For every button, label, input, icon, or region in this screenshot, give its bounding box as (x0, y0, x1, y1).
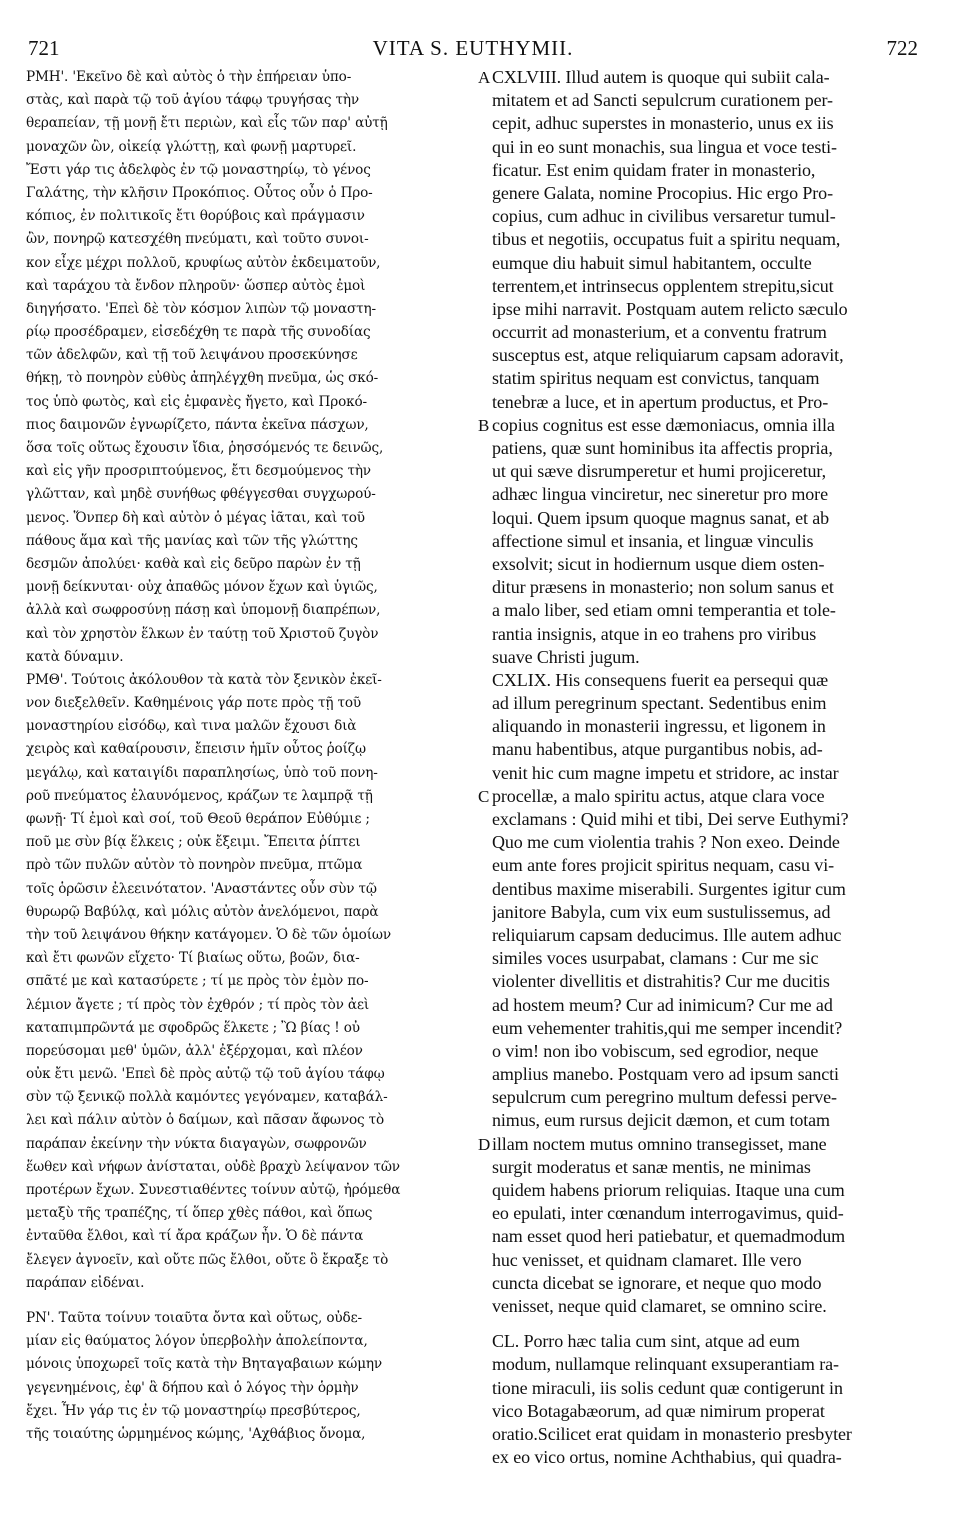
greek-text-line: ἔλεγεν ἀγνοεῖν, καὶ οὔτε πῶς ἔλθοι, οὔτε ὃ ἔκραξε τὸ (26, 1251, 389, 1268)
greek-text-line: θυρωρῷ Βαβύλᾳ, καὶ μόλις αὐτὸν ἀνελόμενοι, παρὰ (26, 903, 379, 920)
greek-text-line: ΡΜΘ'. Τούτοις ἀκόλουθον τὰ κατὰ τὸν ξενικὸν ἐκεῖ- (26, 671, 382, 688)
greek-text-line: μίαν εἰς θαύματος λόγον ὑπερβολὴν ἀπολείποντα, (26, 1333, 368, 1350)
greek-text-line: καταπιμπρῶντά με σφοδρῶς ἕλκετε ; Ὢ βίας ! οὐ (26, 1019, 360, 1036)
greek-text-line: σπᾶτέ με καὶ κατασύρετε ; τί με πρὸς τὸν ἐμὸν πο- (26, 973, 369, 990)
latin-text-line: reliquiarum capsam deducimus. Ille autem adhuc (492, 924, 842, 945)
latin-text-line: qui in eo sunt monachis, sua lingua et voce testi- (492, 136, 837, 157)
greek-text-line: ὢν, πονηρῷ κατεσχέθη πνεύματι, καὶ τοῦτο συνοι- (26, 231, 369, 248)
greek-text-line: μονῇ δείκνυται· οὐχ ἀπαθῶς μόνον ἔχων καὶ ὑγιῶς, (26, 579, 378, 596)
latin-text-line: mitatem et ad Sancti sepulcrum curationem per- (492, 90, 833, 111)
greek-text-line: διηγήσατο. 'Επεὶ δὲ τὸν κόσμον λιπὼν τῷ μοναστη- (26, 300, 376, 317)
latin-text-line: similes voces usurpabat, clamans : Cur me sic (492, 948, 819, 969)
greek-text-line: τῆς τοιαύτης ὡρμημένος κώμης, 'Αχθάβιος ὄνομα, (26, 1425, 366, 1442)
latin-text-line: tione miraculi, iis solis cedunt quæ contigerunt in (492, 1377, 843, 1398)
greek-text-line: ὅσα τοῖς οὕτως ἔχουσιν ἴδια, ῥησσόμενός τε δεινῶς, (26, 440, 384, 456)
latin-text-line: patiens, quæ sunt hominibus ita affectis propria, (492, 438, 833, 458)
margin-letter: A (478, 68, 491, 87)
latin-text-line: CXLIX. His consequens fuerit ea persequi quæ (492, 669, 829, 690)
greek-text-line: ροῦ πνεύματος ἐλαυνόμενος, κράζων τε λαμπρᾷ τῇ (26, 787, 373, 804)
margin-letter: C (478, 787, 490, 807)
greek-text-line: γεγενημένοις, ἐφ' ἃ δήπου καὶ ὁ λόγος τὴν ὁρμὴν (26, 1379, 359, 1396)
margin-letter: D (478, 1135, 491, 1155)
latin-text-line: ficatur. Est enim quidam frater in monasterio, (492, 159, 816, 180)
greek-text-line: προτέρων ἔχων. Συνεστιαθέντες τοίνυν αὐτῷ, ἠρόμεθα (26, 1182, 401, 1198)
greek-text-line: ρίῳ προσέδραμεν, εἰσεδέχθη τε παρὰ τῆς συνοδίας (26, 324, 371, 341)
latin-text-line: exclamans : Quid mihi et tibi, Dei serve Euthymi? (492, 809, 849, 829)
latin-text-line: venisset, neque quid clamaret, se omnino scire. (492, 1295, 827, 1316)
latin-text-line: eumque diu habuit simul habitantem, occulte (492, 252, 812, 273)
greek-text-line: θήκῃ, τὸ πονηρὸν εὐθὺς ἀπηλέγχθη πνεῦμα, ὡς σκό- (26, 370, 379, 387)
latin-text-line: genere Galata, nomine Procopius. Hic ergo Pro- (492, 182, 833, 203)
latin-text-line: susceptus est, atque reliquiarum capsam adoravit, (492, 345, 844, 366)
greek-text-line: τος ὑπὸ φωτὸς, καὶ εἰς ἐμφανὲς ἤγετο, καὶ Προκό- (26, 393, 367, 410)
margin-letter: B (478, 416, 490, 435)
greek-text-line: τὴν τοῦ λειψάνου θήκην κατάγομεν. Ὁ δὲ τῶν ὁμοίων (26, 926, 391, 943)
greek-text-line: μοναχῶν ὢν, οἰκείᾳ γλώττῃ, καὶ φωνῇ μαρτυρεῖ. (26, 138, 357, 155)
greek-text-line: σὺν τῷ ξενικῷ πολλὰ καμόντες γεγόναμεν, καταβάλ- (26, 1089, 388, 1106)
latin-text-line: janitore Babyla, cum vix eum sustulissemus, ad (492, 901, 831, 922)
latin-text-line: copius, cum adhuc in civilibus versaretur tumul- (492, 206, 836, 227)
greek-text-line: τοῖς ὁρῶσιν ἐλεεινότατον. 'Αναστάντες οὖν σὺν τῷ (26, 880, 377, 897)
greek-text-line: πορεύσομαι μεθ' ὑμῶν, ἀλλ' ἐξέρχομαι, καὶ πλέον (26, 1042, 363, 1059)
latin-text-line: cuncta dicebat se ignorare, et neque quo modo (492, 1272, 822, 1293)
greek-text-line: καὶ τὸν χρηστὸν ἕλκων ἐν ταύτῃ τοῦ Χριστοῦ ζυγὸν (26, 625, 379, 642)
greek-text-line: ΡΝ'. Ταῦτα τοίνυν τοιαῦτα ὄντα καὶ οὕτως, οὐδε- (26, 1309, 362, 1326)
latin-text-line: statim spiritus nequam est convictus, tanquam (492, 368, 820, 389)
latin-text-line: vico Botagabæorum, ad quæ nimirum properat (492, 1400, 825, 1421)
greek-text-line: χειρὸς καὶ καθαίρουσιν, ἔπεισιν ἡμῖν οὗτος ῥοίζῳ (26, 741, 366, 758)
running-title: VITA S. EUTHYMII. (372, 36, 574, 60)
greek-text-line: μεταξὺ τῆς τραπέζης, τί ὅπερ χθὲς πάθοι, καὶ ὅπως (26, 1205, 373, 1222)
greek-text-line: κον εἶχε μέχρι πολλοῦ, κρυφίως αὐτὸν ἐκδειματοῦν, (26, 254, 381, 271)
greek-text-line: καὶ εἰς γῆν προσριπτούμενος, ἔτι δεσμούμενος τὴν (26, 463, 371, 480)
greek-text-column (26, 66, 478, 1446)
latin-text-line: modum, nullamque relinquant exsuperantiam ra- (492, 1354, 839, 1375)
latin-text-line: violenter divellitis et distrahitis? Cur me ducitis (492, 971, 830, 992)
latin-text-line: illam noctem mutus omnino transegisset, mane (492, 1133, 827, 1154)
latin-text-line: affectione simul et insania, et linguæ vinculis (492, 530, 814, 551)
latin-text-line: cepit, adhuc superstes in monasterio, unus ex iis (492, 113, 834, 134)
greek-text-line: παράπαν εἰδέναι. (26, 1274, 145, 1291)
latin-text-line: sepulcrum cum peregrino multum defessi perve- (492, 1087, 837, 1108)
greek-text-line: ἀλλὰ καὶ σωφροσύνῃ πάσῃ καὶ ὑπομονῇ διαπρέπων, (26, 602, 381, 619)
latin-text-line: tenebræ a luce, et in apertum productus, et Pro- (492, 391, 829, 412)
greek-text-line: θεραπείαν, τῇ μονῇ ἔτι περιὼν, καὶ εἷς τῶν παρ' αὐτῇ (26, 115, 388, 132)
latin-text-line: nam esset quod heri patiebatur, et quemadmodum (492, 1226, 846, 1247)
latin-text-line: nimus, eum rursus dejicit dæmon, et cum totam (492, 1110, 830, 1131)
latin-text-line: CXLVIII. Illud autem is quoque qui subiit cala- (492, 67, 830, 87)
latin-text-line: ex eo vico ortus, nomine Achthabius, qui quadra- (492, 1447, 842, 1468)
greek-text-line: καὶ ταράχου τὰ ἔνδον πληροῦν· ὥσπερ αὐτὸς ἐμοὶ (26, 277, 366, 294)
greek-text-line: καὶ ἔτι φωνῶν εἴχετο· Τί βιαίως οὕτω, βοῶν, δια- (26, 950, 360, 967)
latin-text-line: terrentem,et intrinsecus opplentem strepitu,sicut (492, 275, 834, 296)
latin-text-line: ut qui sæve disrumperetur et humi projiceretur, (492, 461, 826, 482)
latin-text-column (492, 66, 924, 1469)
latin-text-line: Quo me cum violentia trahis ? Non exeo. Deinde (492, 832, 840, 853)
greek-text-line: μοναστηρίου εἰσόδῳ, καὶ τινα μαλῶν ἔχουσι διὰ (26, 718, 357, 735)
greek-text-line: Γαλάτης, τὴν κλῆσιν Προκόπιος. Οὗτος οὖν ὁ Προ- (26, 184, 373, 201)
greek-text-line: πάθους ἅμα καὶ τῆς μανίας καὶ τῶν τῆς γλώττης (26, 532, 358, 549)
greek-text-line: μεγάλῳ, καὶ καταιγίδι παραπλησίως, ὑπὸ τοῦ πονη- (26, 764, 378, 781)
greek-text-line: ΡΜΗ'. 'Εκεῖνο δὲ καὶ αὐτὸς ὁ τὴν ἐπήρειαν ὑπο- (26, 69, 352, 85)
latin-text-line: aliquando in monasterii ingressu, et ligonem in (492, 716, 826, 737)
greek-text-line: ἔχει. Ἦν γάρ τις ἐν τῷ μοναστηρίῳ πρεσβύτερος, (26, 1402, 361, 1419)
greek-text-line: δεσμῶν ἀπολύει· καθὰ καὶ εἰς δεῦρο παρὼν ἐν τῇ (26, 555, 361, 572)
greek-text-line: κόπιος, ἐν πολιτικοῖς ἔτι θορύβοις καὶ πράγμασιν (26, 208, 365, 225)
latin-text-line: ad illum peregrinum spectant. Sedentibus enim (492, 693, 827, 714)
greek-text-line: κατὰ δύναμιν. (26, 648, 124, 665)
latin-text-line: loqui. Quem ipsum quoque magnus sanat, et ab (492, 507, 830, 528)
greek-text-line: νον διεξελθεῖν. Καθημένοις γάρ ποτε πρὸς τῇ τοῦ (26, 695, 362, 712)
latin-text-line: a malo liber, sed etiam omni temperantia et tole- (492, 600, 836, 621)
greek-text-line: μενος. Ὅνπερ δὴ καὶ αὐτὸν ὁ μέγας ἰᾶται, καὶ τοῦ (26, 509, 365, 526)
latin-text-line: ditur præsens in monasterio; non solum sanus et (492, 577, 834, 598)
page-number-left: 721 (28, 36, 60, 60)
greek-text-line: μόνοις ὑποχωρεῖ τοῖς κατὰ τὴν Βηταγαβαιων κώμην (26, 1356, 382, 1373)
greek-text-line (26, 1295, 478, 1307)
greek-text-line: λει καὶ πάλιν αὐτὸν ὁ δαίμων, καὶ πᾶσαν ἄφωνος τὸ (26, 1112, 385, 1129)
latin-text-line: copius cognitus est esse dæmoniacus, omnia illa (492, 414, 835, 435)
latin-text-line: dentibus maxime miserabili. Surgentes igitur cum (492, 878, 846, 899)
greek-text-line: οὐκ ἔτι μενῶ. 'Επεὶ δὲ πρὸς αὐτῷ τῷ τοῦ ἁγίου τάφῳ (26, 1066, 385, 1083)
latin-text-line: exsolvit; sicut in hodiernum usque diem osten- (492, 553, 825, 574)
greek-text-line: φωνῇ· Τί ἐμοὶ καὶ σοί, τοῦ Θεοῦ θεράπον Εὐθύμιε ; (26, 811, 370, 827)
latin-text-line: huc venisset, et quidnam clamaret. Ille vero (492, 1249, 802, 1270)
greek-text-line: στὰς, καὶ παρὰ τῷ τοῦ ἁγίου τάφῳ τρυγήσας τὴν (26, 92, 360, 109)
latin-text-line: procellæ, a malo spiritu actus, atque clara voce (492, 785, 825, 806)
latin-text-line: o vim! non ibo vobiscum, sed egrodior, neque (492, 1040, 819, 1061)
latin-text-line: CL. Porro hæc talia cum sint, atque ad eum (492, 1331, 800, 1352)
latin-text-line: amplius manebo. Postquam vero ad ipsum sancti (492, 1064, 839, 1085)
greek-text-line: πρὸ τῶν πυλῶν αὐτὸν τὸ πονηρὸν πνεῦμα, πτῶμα (26, 857, 363, 874)
page-number-right: 722 (886, 36, 918, 60)
latin-text-line: adhæc lingua vinciretur, nec sineretur pro more (492, 484, 828, 505)
latin-text-line: eo epulati, inter cœnandum interrogavimus, quid- (492, 1203, 844, 1224)
greek-text-line: ἐνταῦθα ἔλθοι, καὶ τί ἄρα κράζων ἦν. Ὁ δὲ πάντα (26, 1228, 364, 1245)
latin-text-line: manu habentibus, atque purgantibus nobis, ad- (492, 739, 823, 760)
latin-text-line: occurrit ad monasterium, et a conventu fratrum (492, 322, 827, 343)
greek-text-line: λέμιον ἄγετε ; τί πρὸς τὸν ἐχθρόν ; τί πρὸς τὸν ἀεὶ (26, 996, 370, 1013)
greek-text-line: ποῦ με σὺν βίᾳ ἕλκεις ; οὐκ ἔξειμι. Ἔπειτα ῥίπτει (26, 834, 361, 851)
greek-text-line: τῶν ἀδελφῶν, καὶ τῇ τοῦ λειψάνου προσεκύνησε (26, 347, 358, 364)
latin-text-line: rantia insignis, atque in eo trahens pro viribus (492, 623, 817, 644)
greek-text-line: πιος δαιμονῶν ἐγνωρίζετο, πάντα ἐκεῖνα πάσχων, (26, 416, 369, 433)
latin-text-line: venit hic cum magne impetu et stridore, ac instar (492, 762, 839, 783)
latin-text-line (492, 1318, 924, 1330)
latin-text-line: ipse mihi narravit. Postquam autem relicto sæculo (492, 298, 848, 319)
latin-text-line: suave Christi jugum. (492, 646, 640, 667)
greek-text-line: παράπαν ἐκείνην τὴν νύκτα διαγαγὼν, σωφρονῶν (26, 1135, 367, 1152)
page-header (28, 36, 918, 64)
latin-text-line: oratio.Scilicet erat quidam in monasterio presbyter (492, 1423, 852, 1444)
latin-text-line: eum ante fores projicit spiritus nequam, casu vi- (492, 855, 835, 876)
latin-text-line: ad hostem meum? Cur ad inimicum? Cur me ad (492, 994, 833, 1015)
latin-text-line: eum vehementer trahitis,qui me semper incendit? (492, 1017, 843, 1038)
greek-text-line: Ἔστι γάρ τις ἀδελφὸς ἐν τῷ μοναστηρίῳ, τὸ γένος (26, 161, 371, 178)
latin-text-line: tibus et negotiis, occupatus fuit a spiritu nequam, (492, 229, 841, 250)
greek-text-line: γλῶτταν, καὶ μηδὲ συνήθως φθέγγεσθαι συγχωρού- (26, 486, 376, 503)
latin-text-line: quidem habens priorum reliquias. Itaque una cum (492, 1180, 845, 1200)
latin-text-line: surgit moderatus et sanæ mentis, ne minimas (492, 1156, 811, 1177)
greek-text-line: ἕωθεν καὶ νήφων ἀνίσταται, οὐδὲ βραχὺ λείψανον τῶν (26, 1158, 400, 1175)
